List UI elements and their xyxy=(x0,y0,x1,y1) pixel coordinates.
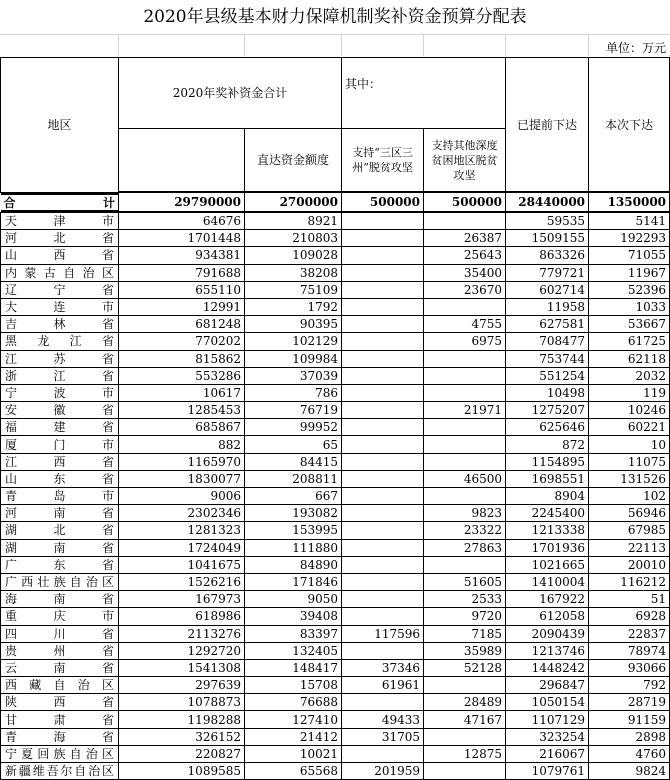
current-cell: 792 xyxy=(589,677,670,694)
sanqu-cell: 117596 xyxy=(342,625,424,642)
other-poor-cell xyxy=(424,367,506,384)
total-cell: 28440000 xyxy=(506,192,589,212)
direct-cell: 65 xyxy=(245,436,342,453)
unit-label: 单位：万元 xyxy=(605,41,666,55)
total-label-b: 计 xyxy=(102,195,115,210)
advance-cell: 59535 xyxy=(506,212,589,230)
table-row xyxy=(1,384,670,401)
direct-cell: 76688 xyxy=(245,694,342,711)
other-poor-cell xyxy=(424,350,506,367)
advance-cell: 753744 xyxy=(506,350,589,367)
table-row xyxy=(1,745,670,762)
header-other-poor: 支持其他深度贫困地区脱贫攻坚 xyxy=(424,129,506,193)
total-cell: 29790000 xyxy=(119,192,245,212)
total-cell: 618986 xyxy=(119,608,245,625)
region-cell: 新疆维吾尔自治区 xyxy=(1,763,119,780)
other-poor-cell: 21971 xyxy=(424,402,506,419)
direct-cell: 84890 xyxy=(245,556,342,573)
advance-cell: 1410004 xyxy=(506,573,589,590)
region-cell: 厦门市 xyxy=(1,436,119,453)
direct-cell: 127410 xyxy=(245,711,342,728)
direct-cell: 15708 xyxy=(245,677,342,694)
sanqu-cell xyxy=(342,402,424,419)
total-cell: 500000 xyxy=(342,192,424,212)
sanqu-cell xyxy=(342,367,424,384)
sanqu-cell xyxy=(342,247,424,264)
current-cell: 2898 xyxy=(589,728,670,745)
sanqu-cell xyxy=(342,264,424,281)
other-poor-cell: 47167 xyxy=(424,711,506,728)
total-cell: 1526216 xyxy=(119,573,245,590)
advance-cell: 1213746 xyxy=(506,642,589,659)
current-cell: 61725 xyxy=(589,333,670,350)
other-poor-cell xyxy=(424,384,506,401)
current-cell: 6928 xyxy=(589,608,670,625)
other-poor-cell: 35400 xyxy=(424,264,506,281)
advance-cell: 216067 xyxy=(506,745,589,762)
total-cell: 10617 xyxy=(119,384,245,401)
current-cell: 78974 xyxy=(589,642,670,659)
sanqu-cell: 201959 xyxy=(342,763,424,780)
other-poor-cell: 23670 xyxy=(424,281,506,298)
advance-cell: 2245400 xyxy=(506,505,589,522)
table-row xyxy=(1,402,670,419)
direct-cell: 1792 xyxy=(245,298,342,315)
sanqu-cell xyxy=(342,522,424,539)
region-cell: 河南省 xyxy=(1,505,119,522)
region-cell: 云南省 xyxy=(1,659,119,676)
direct-cell: 39408 xyxy=(245,608,342,625)
table-row xyxy=(1,522,670,539)
advance-cell: 10498 xyxy=(506,384,589,401)
table-row xyxy=(1,212,670,230)
current-cell: 52396 xyxy=(589,281,670,298)
advance-cell: 872 xyxy=(506,436,589,453)
divider xyxy=(244,34,245,56)
table-row xyxy=(1,453,670,470)
total-cell: 1292720 xyxy=(119,642,245,659)
direct-cell: 132405 xyxy=(245,642,342,659)
other-poor-cell xyxy=(424,419,506,436)
divider xyxy=(505,34,506,56)
advance-cell: 167922 xyxy=(506,591,589,608)
sanqu-cell xyxy=(342,573,424,590)
divider xyxy=(118,34,119,56)
table-row xyxy=(1,316,670,333)
region-cell: 山西省 xyxy=(1,247,119,264)
region-cell: 广西壮族自治区 xyxy=(1,573,119,590)
direct-cell: 9050 xyxy=(245,591,342,608)
region-cell: 青海省 xyxy=(1,728,119,745)
sanqu-cell xyxy=(342,505,424,522)
total-cell: 220827 xyxy=(119,745,245,762)
table-row xyxy=(1,573,670,590)
sanqu-cell: 61961 xyxy=(342,677,424,694)
header-blank xyxy=(119,129,245,193)
table-row xyxy=(1,763,670,780)
total-cell: 1198288 xyxy=(119,711,245,728)
region-cell: 安徽省 xyxy=(1,402,119,419)
current-cell: 5141 xyxy=(589,212,670,230)
total-cell: 2113276 xyxy=(119,625,245,642)
direct-cell: 208811 xyxy=(245,470,342,487)
total-cell: 1078873 xyxy=(119,694,245,711)
current-cell: 10246 xyxy=(589,402,670,419)
region-cell: 陕西省 xyxy=(1,694,119,711)
advance-cell: 296847 xyxy=(506,677,589,694)
table-row xyxy=(1,505,670,522)
advance-cell: 2090439 xyxy=(506,625,589,642)
table-row xyxy=(1,711,670,728)
table-row xyxy=(1,350,670,367)
table-row xyxy=(1,608,670,625)
current-cell: 62118 xyxy=(589,350,670,367)
other-poor-cell: 25643 xyxy=(424,247,506,264)
total-cell: 1701448 xyxy=(119,230,245,247)
total-cell: 685867 xyxy=(119,419,245,436)
region-cell: 吉林省 xyxy=(1,316,119,333)
sanqu-cell xyxy=(342,419,424,436)
advance-cell: 1701936 xyxy=(506,539,589,556)
sanqu-cell: 31705 xyxy=(342,728,424,745)
direct-cell: 84415 xyxy=(245,453,342,470)
direct-cell: 38208 xyxy=(245,264,342,281)
region-cell: 青岛市 xyxy=(1,488,119,505)
table-row xyxy=(1,642,670,659)
direct-cell: 21412 xyxy=(245,728,342,745)
current-cell: 1033 xyxy=(589,298,670,315)
other-poor-cell xyxy=(424,436,506,453)
region-cell: 辽宁省 xyxy=(1,281,119,298)
advance-cell: 1154895 xyxy=(506,453,589,470)
other-poor-cell: 27863 xyxy=(424,539,506,556)
other-poor-cell xyxy=(424,453,506,470)
current-cell: 51 xyxy=(589,591,670,608)
total-cell: 9006 xyxy=(119,488,245,505)
sanqu-cell xyxy=(342,539,424,556)
advance-cell: 612058 xyxy=(506,608,589,625)
advance-cell: 11958 xyxy=(506,298,589,315)
total-cell: 1541308 xyxy=(119,659,245,676)
advance-cell: 323254 xyxy=(506,728,589,745)
other-poor-cell xyxy=(424,763,506,780)
total-cell: 1089585 xyxy=(119,763,245,780)
other-poor-cell: 51605 xyxy=(424,573,506,590)
region-cell: 广东省 xyxy=(1,556,119,573)
region-cell: 河北省 xyxy=(1,230,119,247)
other-poor-cell xyxy=(424,728,506,745)
current-cell: 60221 xyxy=(589,419,670,436)
current-cell: 56946 xyxy=(589,505,670,522)
total-cell: 791688 xyxy=(119,264,245,281)
direct-cell: 786 xyxy=(245,384,342,401)
region-cell: 重庆市 xyxy=(1,608,119,625)
table-row xyxy=(1,591,670,608)
total-cell: 2302346 xyxy=(119,505,245,522)
table-row-total xyxy=(1,192,670,212)
region-cell: 山东省 xyxy=(1,470,119,487)
direct-cell: 111880 xyxy=(245,539,342,556)
current-cell: 53667 xyxy=(589,316,670,333)
direct-cell: 153995 xyxy=(245,522,342,539)
advance-cell: 8904 xyxy=(506,488,589,505)
current-cell: 20010 xyxy=(589,556,670,573)
region-cell: 天津市 xyxy=(1,212,119,230)
sanqu-cell: 49433 xyxy=(342,711,424,728)
header-sanqu: 支持“三区三州”脱贫攻坚 xyxy=(342,129,424,193)
header-advance: 已提前下达 xyxy=(506,58,589,193)
other-poor-cell: 12875 xyxy=(424,745,506,762)
advance-cell: 863326 xyxy=(506,247,589,264)
region-cell: 四川省 xyxy=(1,625,119,642)
table-row xyxy=(1,488,670,505)
direct-cell: 90395 xyxy=(245,316,342,333)
table-row xyxy=(1,230,670,247)
other-poor-cell: 7185 xyxy=(424,625,506,642)
sanqu-cell xyxy=(342,453,424,470)
advance-cell: 1509155 xyxy=(506,230,589,247)
region-cell: 宁夏回族自治区 xyxy=(1,745,119,762)
current-cell: 119 xyxy=(589,384,670,401)
region-cell: 江苏省 xyxy=(1,350,119,367)
total-cell: 1350000 xyxy=(589,192,670,212)
direct-cell: 99952 xyxy=(245,419,342,436)
table-row xyxy=(1,247,670,264)
table-row xyxy=(1,470,670,487)
other-poor-cell: 2533 xyxy=(424,591,506,608)
other-poor-cell: 35989 xyxy=(424,642,506,659)
advance-cell: 1698551 xyxy=(506,470,589,487)
total-cell: 2700000 xyxy=(245,192,342,212)
table-row xyxy=(1,539,670,556)
table-row xyxy=(1,436,670,453)
table-row xyxy=(1,281,670,298)
other-poor-cell: 46500 xyxy=(424,470,506,487)
current-cell: 9824 xyxy=(589,763,670,780)
direct-cell: 171846 xyxy=(245,573,342,590)
allocation-table xyxy=(0,57,670,780)
sanqu-cell xyxy=(342,608,424,625)
advance-cell: 708477 xyxy=(506,333,589,350)
direct-cell: 10021 xyxy=(245,745,342,762)
current-cell: 28719 xyxy=(589,694,670,711)
other-poor-cell xyxy=(424,298,506,315)
advance-cell: 1107129 xyxy=(506,711,589,728)
total-cell: 1724049 xyxy=(119,539,245,556)
region-cell: 甘肃省 xyxy=(1,711,119,728)
direct-cell: 102129 xyxy=(245,333,342,350)
current-cell: 11967 xyxy=(589,264,670,281)
total-cell: 64676 xyxy=(119,212,245,230)
direct-cell: 75109 xyxy=(245,281,342,298)
direct-cell: 109984 xyxy=(245,350,342,367)
advance-cell: 1213338 xyxy=(506,522,589,539)
divider xyxy=(423,34,424,56)
table-row xyxy=(1,694,670,711)
header-among: 其中： xyxy=(342,58,506,129)
region-cell: 西藏自治区 xyxy=(1,677,119,694)
region-cell: 浙江省 xyxy=(1,367,119,384)
header-total-fund: 2020年奖补资金合计 xyxy=(119,58,342,129)
total-cell: 326152 xyxy=(119,728,245,745)
other-poor-cell: 26387 xyxy=(424,230,506,247)
header-direct: 直达资金额度 xyxy=(245,129,342,193)
direct-cell: 83397 xyxy=(245,625,342,642)
total-cell: 681248 xyxy=(119,316,245,333)
current-cell: 10 xyxy=(589,436,670,453)
direct-cell: 37039 xyxy=(245,367,342,384)
direct-cell: 65568 xyxy=(245,763,342,780)
direct-cell: 109028 xyxy=(245,247,342,264)
divider xyxy=(341,34,342,56)
divider xyxy=(588,34,589,56)
current-cell: 71055 xyxy=(589,247,670,264)
advance-cell: 625646 xyxy=(506,419,589,436)
table-row xyxy=(1,556,670,573)
advance-cell: 1050154 xyxy=(506,694,589,711)
total-label-a: 合 xyxy=(3,195,16,210)
advance-cell: 1448242 xyxy=(506,659,589,676)
other-poor-cell: 9720 xyxy=(424,608,506,625)
total-cell: 1041675 xyxy=(119,556,245,573)
total-cell: 1830077 xyxy=(119,470,245,487)
sanqu-cell xyxy=(342,642,424,659)
current-cell: 11075 xyxy=(589,453,670,470)
direct-cell: 8921 xyxy=(245,212,342,230)
direct-cell: 148417 xyxy=(245,659,342,676)
sanqu-cell xyxy=(342,694,424,711)
total-cell: 934381 xyxy=(119,247,245,264)
current-cell: 22113 xyxy=(589,539,670,556)
region-cell: 海南省 xyxy=(1,591,119,608)
page-title: 2020年县级基本财力保障机制奖补资金预算分配表 xyxy=(143,7,527,27)
total-cell: 553286 xyxy=(119,367,245,384)
advance-cell: 1021665 xyxy=(506,556,589,573)
current-cell: 131526 xyxy=(589,470,670,487)
sanqu-cell xyxy=(342,591,424,608)
total-cell: 882 xyxy=(119,436,245,453)
table-row xyxy=(1,625,670,642)
total-cell: 655110 xyxy=(119,281,245,298)
sanqu-cell xyxy=(342,298,424,315)
total-label xyxy=(1,193,119,212)
sanqu-cell xyxy=(342,230,424,247)
region-cell: 贵州省 xyxy=(1,642,119,659)
other-poor-cell xyxy=(424,677,506,694)
sanqu-cell xyxy=(342,470,424,487)
current-cell: 192293 xyxy=(589,230,670,247)
current-cell: 102 xyxy=(589,488,670,505)
table-row xyxy=(1,659,670,676)
sanqu-cell xyxy=(342,488,424,505)
other-poor-cell: 4755 xyxy=(424,316,506,333)
region-cell: 宁波市 xyxy=(1,384,119,401)
advance-cell: 1275207 xyxy=(506,402,589,419)
advance-cell: 551254 xyxy=(506,367,589,384)
region-cell: 大连市 xyxy=(1,298,119,315)
region-cell: 内蒙古自治区 xyxy=(1,264,119,281)
direct-cell: 210803 xyxy=(245,230,342,247)
other-poor-cell xyxy=(424,212,506,230)
region-cell: 福建省 xyxy=(1,419,119,436)
sanqu-cell xyxy=(342,436,424,453)
other-poor-cell: 9823 xyxy=(424,505,506,522)
current-cell: 2032 xyxy=(589,367,670,384)
current-cell: 22837 xyxy=(589,625,670,642)
current-cell: 93066 xyxy=(589,659,670,676)
region-cell: 黑龙江省 xyxy=(1,333,119,350)
other-poor-cell: 6975 xyxy=(424,333,506,350)
direct-cell: 76719 xyxy=(245,402,342,419)
sanqu-cell xyxy=(342,745,424,762)
direct-cell: 667 xyxy=(245,488,342,505)
sanqu-cell xyxy=(342,316,424,333)
table-row xyxy=(1,367,670,384)
table-row xyxy=(1,298,670,315)
table-row xyxy=(1,264,670,281)
region-cell: 江西省 xyxy=(1,453,119,470)
other-poor-cell xyxy=(424,488,506,505)
current-cell: 91159 xyxy=(589,711,670,728)
advance-cell: 779721 xyxy=(506,264,589,281)
sanqu-cell xyxy=(342,384,424,401)
other-poor-cell: 28489 xyxy=(424,694,506,711)
table-row xyxy=(1,419,670,436)
total-cell: 167973 xyxy=(119,591,245,608)
other-poor-cell: 23322 xyxy=(424,522,506,539)
total-cell: 500000 xyxy=(424,192,506,212)
table-row xyxy=(1,333,670,350)
total-cell: 297639 xyxy=(119,677,245,694)
region-cell: 湖南省 xyxy=(1,539,119,556)
total-cell: 1281323 xyxy=(119,522,245,539)
divider xyxy=(0,34,670,35)
header-region: 地区 xyxy=(1,58,119,193)
sanqu-cell xyxy=(342,556,424,573)
sanqu-cell xyxy=(342,281,424,298)
other-poor-cell xyxy=(424,556,506,573)
sanqu-cell xyxy=(342,212,424,230)
header-current: 本次下达 xyxy=(589,58,670,193)
advance-cell: 602714 xyxy=(506,281,589,298)
advance-cell: 1079761 xyxy=(506,763,589,780)
total-cell: 815862 xyxy=(119,350,245,367)
region-cell: 湖北省 xyxy=(1,522,119,539)
table-row xyxy=(1,728,670,745)
table-row xyxy=(1,677,670,694)
total-cell: 770202 xyxy=(119,333,245,350)
sanqu-cell xyxy=(342,333,424,350)
current-cell: 4760 xyxy=(589,745,670,762)
total-cell: 12991 xyxy=(119,298,245,315)
current-cell: 67985 xyxy=(589,522,670,539)
other-poor-cell: 52128 xyxy=(424,659,506,676)
direct-cell: 193082 xyxy=(245,505,342,522)
current-cell: 116212 xyxy=(589,573,670,590)
sanqu-cell: 37346 xyxy=(342,659,424,676)
total-cell: 1285453 xyxy=(119,402,245,419)
total-cell: 1165970 xyxy=(119,453,245,470)
sanqu-cell xyxy=(342,350,424,367)
advance-cell: 627581 xyxy=(506,316,589,333)
